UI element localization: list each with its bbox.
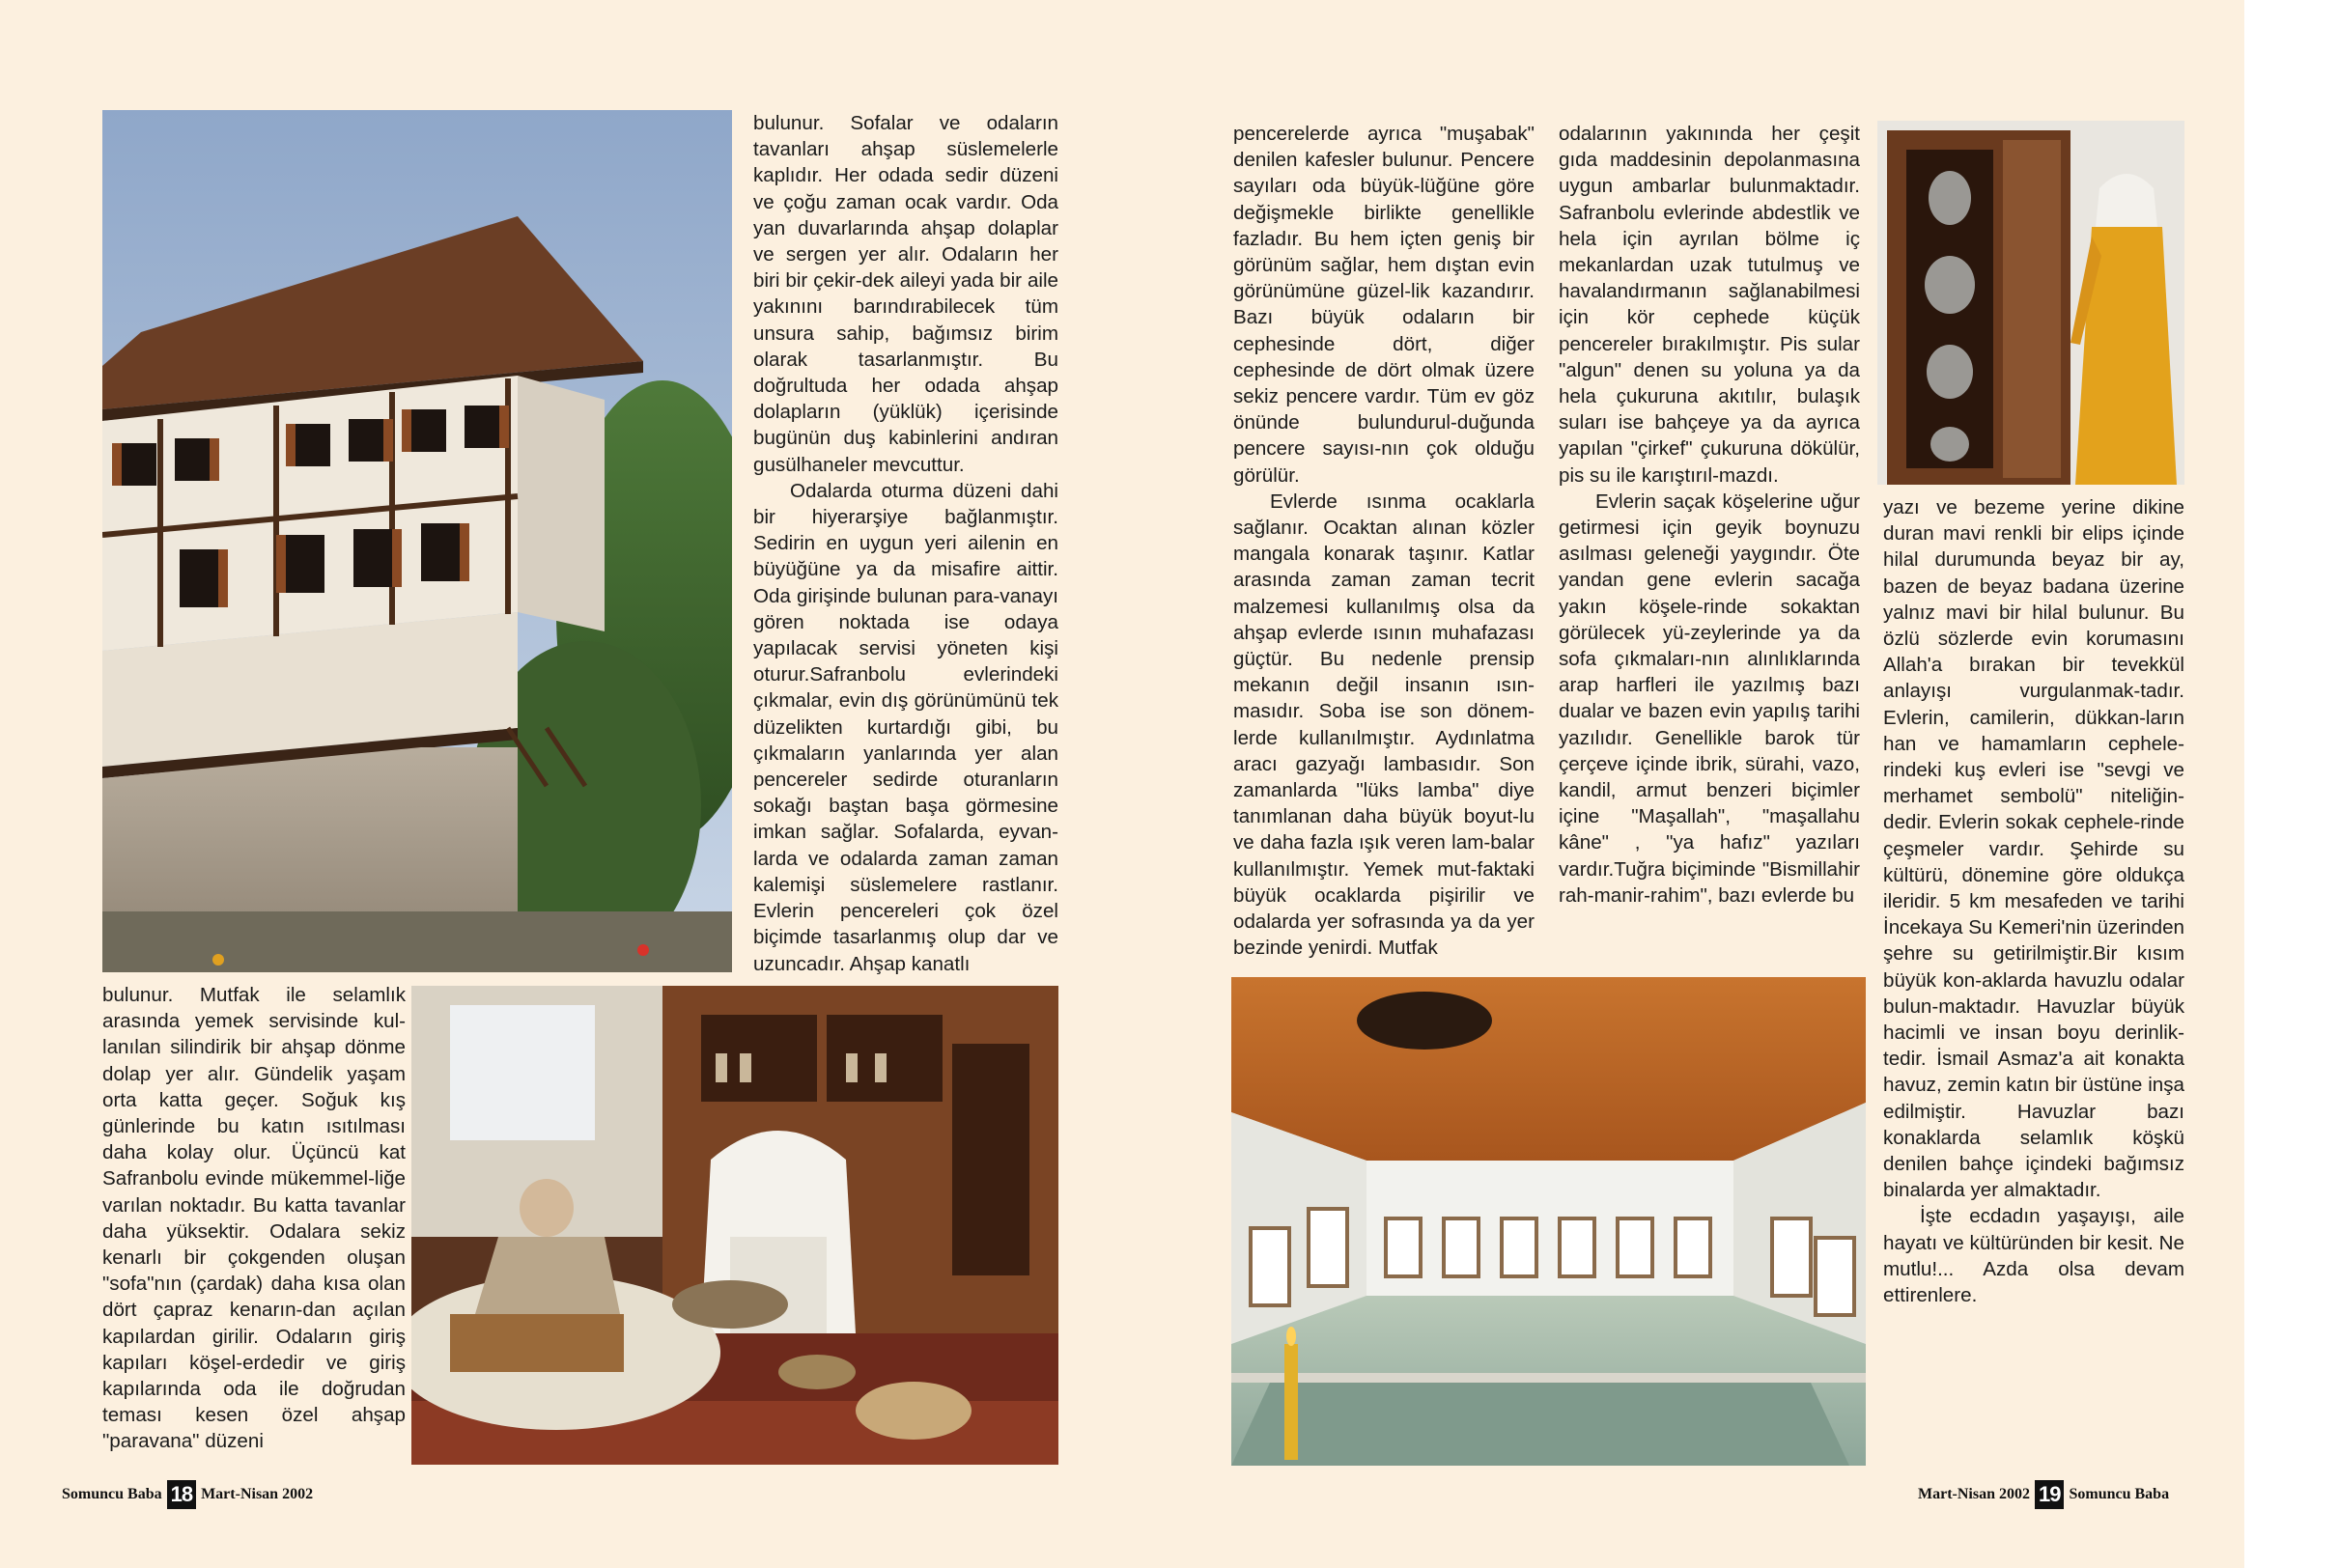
- paragraph: bulunur. Sofalar ve odaların tavanları ahşap süslemelerle kaplıdır. Her odada sedir düzeni ve çoğu zaman ocak vardır. Oda yan duvarlarında ahşap dolaplar ve sergen yer alır. Odaların her biri bir çekir-dek aileyi yada bir aile yakınını barındırabilecek tüm unsura sahip, bağımsız birim olarak tasarlanmıştır. Bu doğrultuda her odada ahşap dolapların (yüklük) içerisinde bugünün duş kabinlerini andıran gusülhaneler mevcuttur.: [753, 112, 1058, 476]
- footer-left: [62, 1479, 313, 1510]
- photo-pool-room: [1231, 977, 1866, 1466]
- issue-date: Mart-Nisan 2002: [201, 1486, 314, 1502]
- paragraph: pencerelerde ayrıca "muşabak" denilen kafesler bulunur. Pencere sayıları oda büyük-lüğüne göre değişmekle birlikte genellikle fazladır. Bu hem içten geniş bir görünüm sağlar, hem dıştan evin görünümüne güzel-lik kazandırır. Bazı büyük odaların bir cephesinde dört, diğer cephesinde de dört olmak üzere sekiz pencere vardır. Tüm ev göz önünde bulundurul-duğunda pencere sayısı-nın çok olduğu görülür.: [1233, 123, 1535, 487]
- page-margin: [2244, 0, 2338, 1568]
- paragraph: odalarının yakınında her çeşit gıda maddesinin depolanmasına uygun ambarlar bulunmaktadır. Safranbolu evlerinde abdestlik ve hela için ayrılan bölme iç mekanlardan uzak tutulmuş ve havalandırmanın sağlanabilmesi için kör cephede küçük pencereler bırakılmıştır. Pis sular "algun" denen su yoluna ya da hela çukuruna akıtılır, bulaşık suları ise bahçeye ya da ayrıca yapılan "çirkef" çukuruna dökülür, pis su ile karıştırıl-mazdı.: [1559, 123, 1860, 487]
- text-column-right-page-3: [1883, 494, 2184, 1308]
- text-column-left-page-2: [753, 110, 1058, 977]
- paragraph: bulunur. Mutfak ile selamlık arasında yemek servisinde kul-lanılan silindirik bir ahşap dönme dolap yer alır. Gündelik yaşam orta katta geçer. Soğuk kış günlerinde bu katın ısıtılması daha kolay olur. Üçüncü kat Safranbolu evinde mükemmel-liğe varılan noktadır. Bu katta tavanlar daha yüksektir. Odalara sekiz kenarlı bir çokgenden oluşan "sofa"nın (çardak) daha kısa olan dört çapraz kenarın-dan açılan kapılardan girilir. Odaların giriş kapıları köşel-erdedir ve giriş kapılarında oda ile doğrudan teması kesen özel ahşap "paravana" düzeni: [102, 984, 406, 1453]
- paragraph: Odalarda oturma düzeni dahi bir hiyerarşiye bağlanmıştır. Sedirin en uygun yeri ailenin en büyüğüne ya da misafire aittir. Oda girişinde bulunan para-vanayı gören noktada ise odaya yapılacak servisi yöneten kişi oturur.Safranbolu evlerindeki çıkmalar, evin dış görünümünü tek düzelikten kurtardığı gibi, bu çıkmaların yanlarında yer alan pencereler sedirde oturanların sokağı baştan başa görmesine imkan sağlar. Sofalarda, eyvan-larda ve odalarda zaman zaman kalemişi süslemelere rastlanır. Evlerin pencereleri çok özel biçimde tasarlanmış olup dar ve uzuncadır. Ahşap kanatlı: [753, 479, 1058, 975]
- photo-interior-hearth: [411, 986, 1058, 1465]
- paragraph: yazı ve bezeme yerine dikine duran mavi renkli bir elips içinde hilal durumunda beyaz bir ay, bazen de beyaz badana üzerine yalnız mavi bir hilal bulunur. Bu özlü sözlerde evin korumasını Allah'a bırakan bir tevekkül anlayışı vurgulanmak-tadır. Evlerin, camilerin, dükkan-ların han ve hamamların cephele-rindeki kuş evleri ise "sevgi ve merhamet sembolü" niteliğin-dedir. Evlerin sokak cephele-rinde çeşmeler vardır. Şehirde su kültürü, dönemine göre oldukça ileridir. 5 km mesafeden ve tarihi İncekaya Su Kemeri'nin üzerinden şehre su getirilmiştir.Bir kısım büyük kon-aklarda havuzlu odalar bulun-maktadır. Havuzlar büyük hacimli ve insan boyu derinlik-tedir. İsmail Asmaz'a ait konakta havuz, zemin katın bir üstüne inşa edilmiştir. Havuzlar bazı konaklarda selamlık köşkü denilen bahçe içindeki bağımsız binalarda yer almaktadır.: [1883, 496, 2184, 1202]
- paragraph: İşte ecdadın yaşayışı, aile hayatı ve kültüründen bir kesit. Ne mutlu!... Azda olsa devam ettirenlere.: [1883, 1205, 2184, 1307]
- photo-cupboard-mannequin: [1877, 121, 2184, 485]
- page-number: 19: [2035, 1480, 2064, 1509]
- text-column-left-page-1: [102, 982, 406, 1455]
- paragraph: Evlerin saçak köşelerine uğur getirmesi için geyik boynuzu asılması geleneği yaygındır. Öte yandan gene evlerin sacağa yakın köşele-rinde sokaktan görülecek yü-zeylerinde ya da sofa çıkmaları-nın alınlıklarında arap harfleri ile yazılmış bazı dualar ve bazen evin yapılış tarihi yazılıdır. Genellikle barok tür çerçeve içinde ibrik, sürahi, vazo, kandil, armut benzeri biçimler içine "Maşallah", "maşallahu kâne" , "ya hafız" yazıları vardır.Tuğra biçiminde "Bismillahir rah-manir-rahim", bazı evlerde bu: [1559, 490, 1860, 907]
- page-number: 18: [167, 1480, 196, 1509]
- issue-date: Mart-Nisan 2002: [1918, 1486, 2030, 1502]
- magazine-name: Somuncu Baba: [2069, 1486, 2170, 1502]
- footer-right: [1918, 1479, 2169, 1510]
- paragraph: Evlerde ısınma ocaklarla sağlanır. Ocaktan alınan közler mangala konarak taşınır. Katlar arasında zaman zaman tecrit malzemesi kullanılmış olsa da ahşap evlerde ısının muhafazası güçtür. Bu nedenle prensip mekanın değil insanın ısın-masıdır. Soba ise son dönem-lerde kullanılmıştır. Aydınlatma aracı gazyağı lambasıdır. Son zamanlarda "lüks lamba" diye tanımlanan daha büyük boyut-lu ve daha fazla ışık veren lam-balar kullanılmıştır. Yemek mut-faktaki büyük ocaklarda pişirilir ve odalarda yer sofrasında ya da yer bezinde yenirdi. Mutfak: [1233, 490, 1535, 960]
- photo-house-exterior: [102, 110, 732, 972]
- text-column-right-page-2: [1559, 121, 1860, 909]
- magazine-name: Somuncu Baba: [62, 1486, 162, 1502]
- text-column-right-page-1: [1233, 121, 1535, 962]
